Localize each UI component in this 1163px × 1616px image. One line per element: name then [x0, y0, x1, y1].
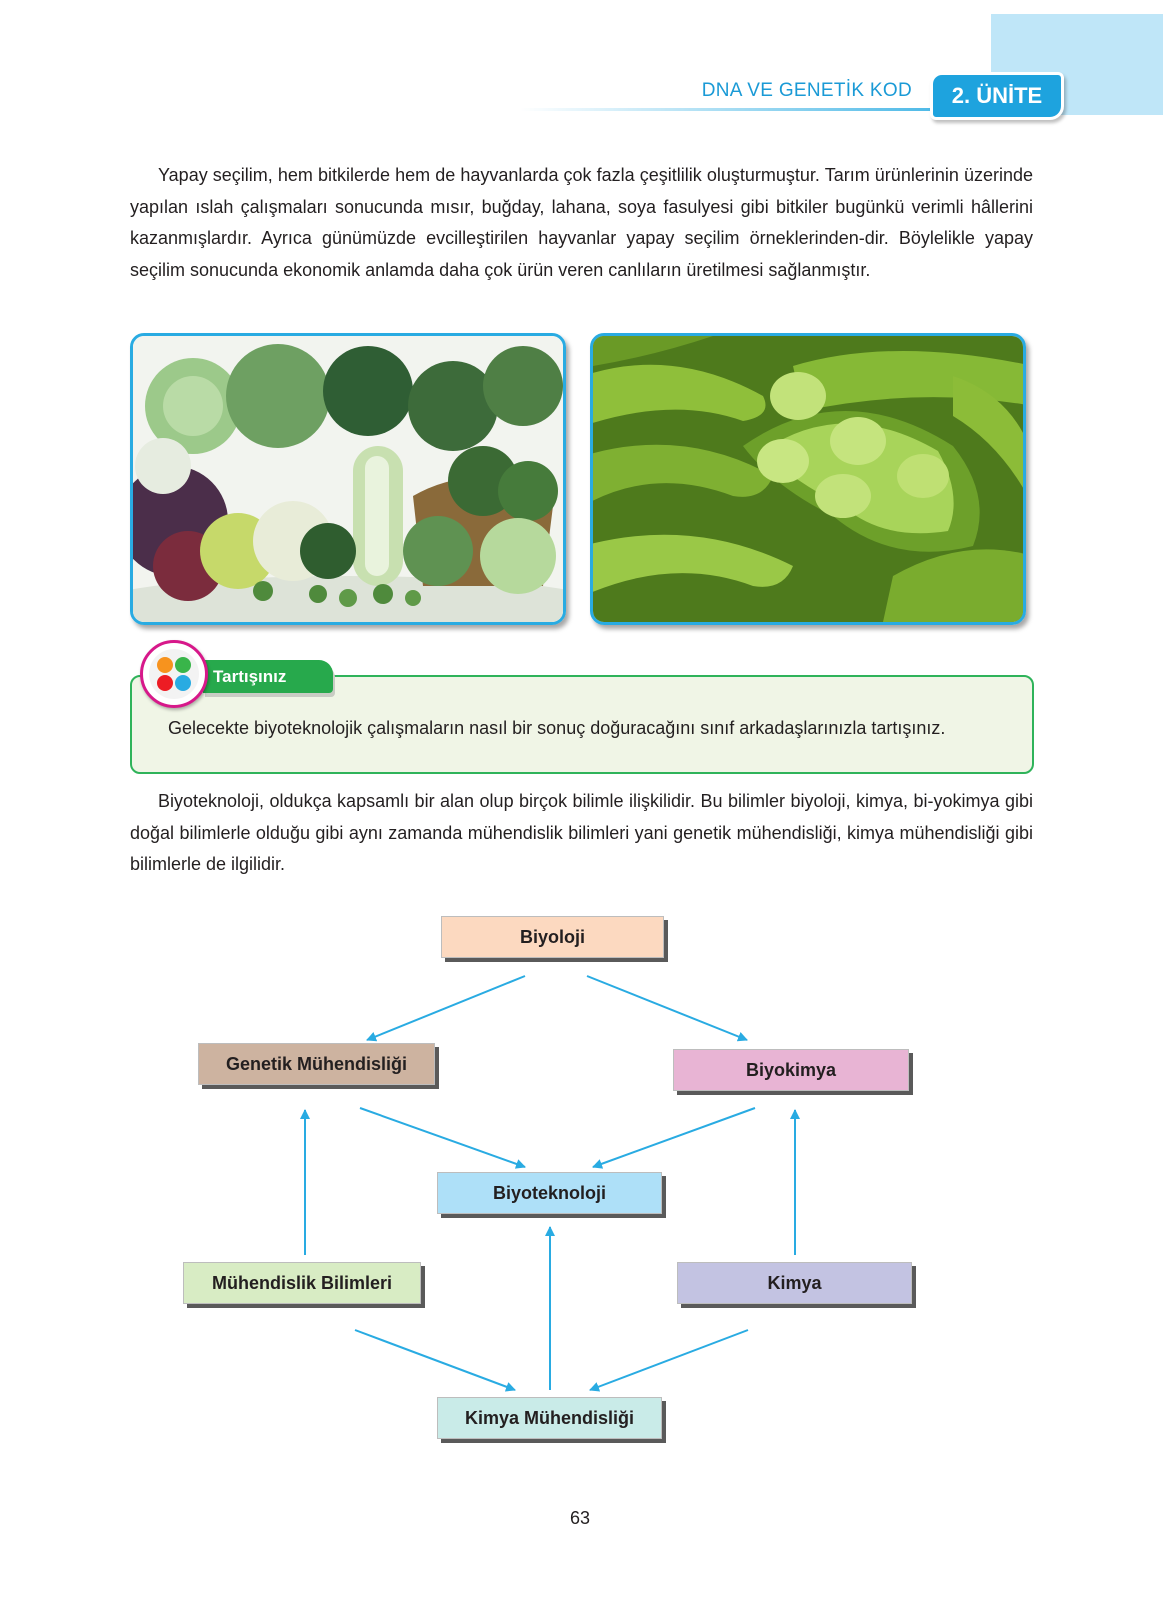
node-biyokimya: Biyokimya: [673, 1049, 909, 1091]
discussion-text: Gelecekte biyoteknolojik çalışmaların nasıl bir sonuç doğuracağını sınıf arkadaşlarınızla tartışınız.: [168, 718, 946, 738]
unit-title: DNA VE GENETİK KOD: [701, 80, 912, 101]
vegetables-photo: [130, 333, 566, 625]
paragraph-biotechnology-text: Biyoteknoloji, oldukça kapsamlı bir alan olup birçok bilimle ilişkilidir. Bu bilimler biyoloji, kimya, bi-yokimya gibi doğal bilimlerle olduğu gibi aynı zamanda mühendislik bilimleri yani genetik mühendisliği, kimya mühendisliği gibi bilimlerle de ilgilidir.: [130, 791, 1033, 875]
discussion-icon: [140, 640, 208, 708]
paragraph-artificial-selection: [130, 160, 1033, 286]
arrow-kimya-to-kimyamuh: [590, 1330, 748, 1390]
node-kimya: Kimya: [677, 1262, 912, 1304]
arrow-biyokimya-to-biyoteknoloji: [593, 1108, 755, 1167]
arrow-muhendislik-to-kimyamuh: [355, 1330, 515, 1390]
arrow-genetik-to-biyoteknoloji: [360, 1108, 525, 1167]
node-genetik-muhendisligi: Genetik Mühendisliği: [198, 1043, 435, 1085]
node-kimya-muhendisligi: Kimya Mühendisliği: [437, 1397, 662, 1439]
paragraph-artificial-selection-text: Yapay seçilim, hem bitkilerde hem de hayvanlarda çok fazla çeşitlilik oluşturmuştur. Tarım ürünlerinin üzerinde yapılan ıslah çalışmaları sonucunda mısır, buğday, lahana, soya fasulyesi gibi bitkiler bugünkü verimli hâllerini kazanmışlardır. Ayrıca günümüzde evcilleştirilen hayvanlar yapay seçilim örneklerinden-dir. Böylelikle yapay seçilim sonucunda ekonomik anlamda daha çok ürün veren canlıların üretilmesi sağlanmıştır.: [130, 165, 1033, 280]
arrow-biyoloji-to-biyokimya: [587, 976, 747, 1040]
node-biyoteknoloji: Biyoteknoloji: [437, 1172, 662, 1214]
node-biyoloji: Biyoloji: [441, 916, 664, 958]
arrow-biyoloji-to-genetik: [367, 976, 525, 1040]
paragraph-biotechnology: [130, 786, 1033, 881]
soybeans-photo: [590, 333, 1026, 625]
node-muhendislik-bilimleri: Mühendislik Bilimleri: [183, 1262, 421, 1304]
discussion-label: Tartışınız: [203, 660, 333, 693]
page-number: 63: [569, 1508, 591, 1528]
unit-badge: 2. ÜNİTE: [930, 72, 1064, 120]
